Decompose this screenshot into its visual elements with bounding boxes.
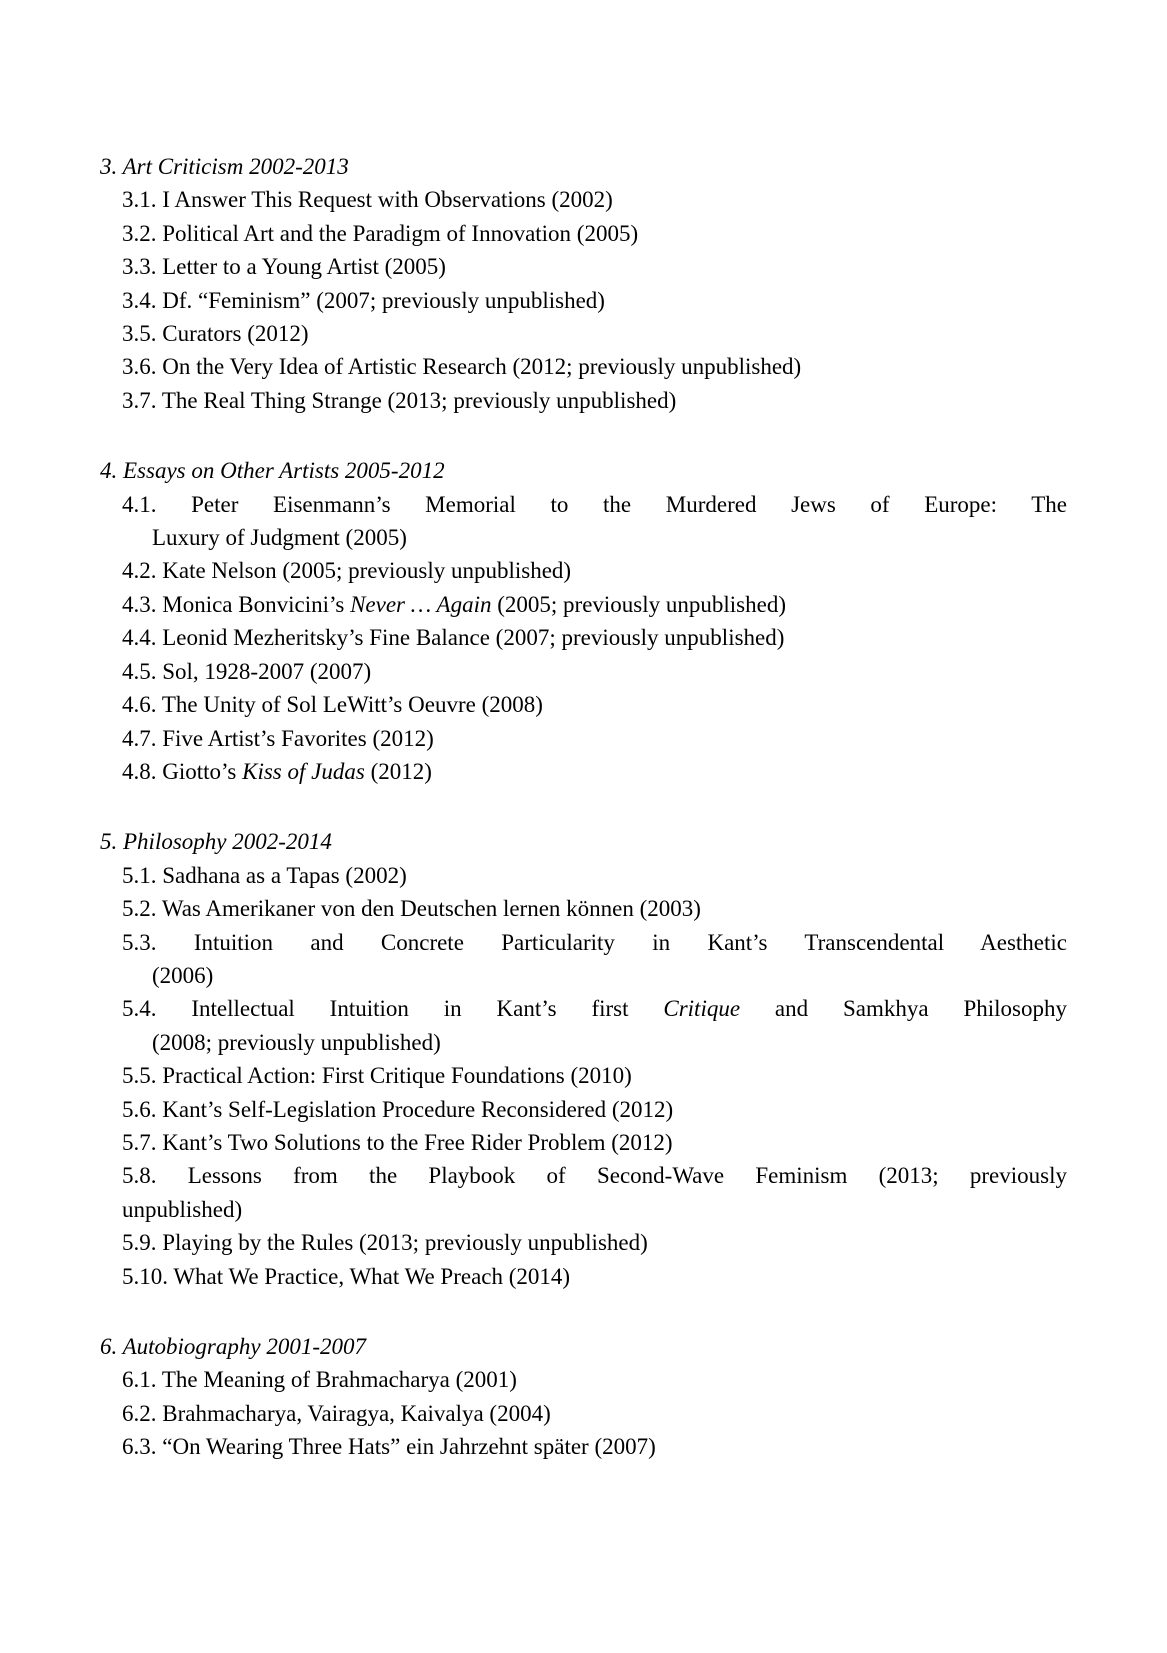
text-run: (2005; previously unpublished)	[491, 591, 786, 617]
text-run: 3.6. On the Very Idea of Artistic Research (2012; previously unpublished)	[122, 354, 802, 380]
toc-item	[0, 722, 1167, 755]
text-run: 5.6. Kant’s Self-Legislation Procedure Reconsidered (2012)	[122, 1096, 674, 1122]
toc-item-line	[0, 284, 1167, 317]
emphasized-title-text: Never … Again	[350, 591, 492, 617]
text-run: 4.1. Peter Eisenmann’s Memorial to the Murdered Jews of Europe: The	[122, 491, 1067, 517]
toc-item	[0, 217, 1167, 250]
toc-item-line	[0, 250, 1167, 283]
text-run: Luxury of Judgment (2005)	[152, 525, 407, 551]
text-run: 3.4. Df. “Feminism” (2007; previously unpublished)	[122, 287, 605, 313]
toc-item-line	[0, 959, 1167, 992]
toc-item-line	[0, 1126, 1167, 1159]
text-run: 5.10. What We Practice, What We Preach (2014)	[122, 1263, 571, 1289]
toc-item	[0, 992, 1167, 1059]
toc-item-line	[0, 350, 1167, 383]
toc-item-line	[0, 588, 1167, 621]
text-run: 6.2. Brahmacharya, Vairagya, Kaivalya (2004)	[122, 1400, 551, 1426]
toc-item-line	[0, 892, 1167, 925]
toc-item-line	[0, 1026, 1167, 1059]
toc-item-line	[0, 859, 1167, 892]
table-of-contents	[0, 150, 1167, 1464]
text-run: and Samkhya Philosophy	[740, 996, 1067, 1022]
toc-item-line	[0, 1363, 1167, 1396]
text-run: 5.2. Was Amerikaner von den Deutschen lernen können (2003)	[122, 896, 701, 922]
text-run: 5.9. Playing by the Rules (2013; previously unpublished)	[122, 1230, 648, 1256]
toc-item	[0, 554, 1167, 587]
toc-item	[0, 926, 1167, 993]
toc-item	[0, 755, 1167, 788]
toc-item-line	[0, 554, 1167, 587]
text-run: 3.2. Political Art and the Paradigm of Innovation (2005)	[122, 220, 639, 246]
toc-item-line	[0, 384, 1167, 417]
text-run: 5.5. Practical Action: First Critique Foundations (2010)	[122, 1063, 632, 1089]
text-run: 4.2. Kate Nelson (2005; previously unpublished)	[122, 558, 572, 584]
toc-section	[0, 150, 1167, 417]
emphasized-title-text: Kiss of Judas	[242, 758, 365, 784]
toc-item-line	[0, 1226, 1167, 1259]
section-header: 3. Art Criticism 2002-2013	[100, 154, 349, 179]
text-run: 5.3. Intuition and Concrete Particularity in Kant’s Transcendental Aesthetic	[122, 929, 1067, 955]
toc-item	[0, 1159, 1167, 1226]
text-run: 6.1. The Meaning of Brahmacharya (2001)	[122, 1367, 517, 1393]
toc-item	[0, 284, 1167, 317]
toc-item	[0, 488, 1167, 555]
toc-item	[0, 1093, 1167, 1126]
text-run: 4.7. Five Artist’s Favorites (2012)	[122, 725, 434, 751]
text-run: 5.8. Lessons from the Playbook of Second-Wave Feminism (2013; previously	[122, 1163, 1067, 1189]
toc-item	[0, 1059, 1167, 1092]
text-run: 3.7. The Real Thing Strange (2013; previously unpublished)	[122, 387, 677, 413]
toc-item-line	[0, 1430, 1167, 1463]
text-run: (2006)	[152, 962, 214, 988]
toc-item-line	[0, 183, 1167, 216]
toc-item-line	[0, 1260, 1167, 1293]
toc-item	[0, 588, 1167, 621]
toc-section	[0, 1330, 1167, 1464]
text-run: 6.3. “On Wearing Three Hats” ein Jahrzehnt später (2007)	[122, 1434, 656, 1460]
toc-item-line	[0, 488, 1067, 521]
toc-item	[0, 621, 1167, 654]
text-run: 4.5. Sol, 1928-2007 (2007)	[122, 658, 372, 684]
text-run: 5.4. Intellectual Intuition in Kant’s first	[122, 996, 664, 1022]
toc-item-line	[0, 1093, 1167, 1126]
toc-item	[0, 1397, 1167, 1430]
toc-item-line	[0, 655, 1167, 688]
text-run: 4.8. Giotto’s	[122, 758, 243, 784]
toc-item	[0, 1430, 1167, 1463]
toc-item	[0, 350, 1167, 383]
toc-section	[0, 825, 1167, 1293]
emphasized-title-text: Critique	[663, 996, 741, 1022]
toc-item	[0, 1126, 1167, 1159]
text-run: 4.4. Leonid Mezheritsky’s Fine Balance (2007; previously unpublished)	[122, 625, 785, 651]
text-run: 5.1. Sadhana as a Tapas (2002)	[122, 862, 407, 888]
toc-item-line	[0, 722, 1167, 755]
toc-item	[0, 892, 1167, 925]
toc-item-line	[0, 317, 1167, 350]
toc-item-line	[0, 755, 1167, 788]
text-run: 4.6. The Unity of Sol LeWitt’s Oeuvre (2008)	[122, 692, 543, 718]
text-run: (2008; previously unpublished)	[152, 1029, 441, 1055]
toc-item-line	[0, 1193, 1167, 1226]
toc-item-line	[0, 521, 1167, 554]
toc-item-line	[0, 688, 1167, 721]
toc-section	[0, 454, 1167, 788]
toc-item-line	[0, 621, 1167, 654]
text-run: 3.1. I Answer This Request with Observations (2002)	[122, 187, 613, 213]
toc-item-line	[0, 1397, 1167, 1430]
section-header: 4. Essays on Other Artists 2005-2012	[100, 458, 445, 484]
text-run: unpublished)	[122, 1196, 243, 1222]
text-run: 4.3. Monica Bonvicini’s	[122, 591, 351, 617]
text-run: 5.7. Kant’s Two Solutions to the Free Rider Problem (2012)	[122, 1129, 673, 1155]
section-header: 5. Philosophy 2002-2014	[100, 829, 332, 855]
toc-item	[0, 250, 1167, 283]
toc-item	[0, 1260, 1167, 1293]
toc-item	[0, 1226, 1167, 1259]
text-run: (2012)	[364, 758, 432, 784]
text-run: 3.3. Letter to a Young Artist (2005)	[122, 254, 446, 280]
toc-item	[0, 1363, 1167, 1396]
toc-item	[0, 317, 1167, 350]
text-run: 3.5. Curators (2012)	[122, 321, 309, 347]
toc-item	[0, 384, 1167, 417]
section-header: 6. Autobiography 2001-2007	[100, 1334, 366, 1359]
toc-item-line	[0, 992, 1067, 1025]
toc-item-line	[0, 1059, 1167, 1092]
toc-item	[0, 859, 1167, 892]
toc-item-line	[0, 217, 1167, 250]
toc-item	[0, 655, 1167, 688]
toc-item	[0, 688, 1167, 721]
toc-item-line	[0, 1159, 1067, 1192]
toc-item	[0, 183, 1167, 216]
toc-item-line	[0, 926, 1067, 959]
